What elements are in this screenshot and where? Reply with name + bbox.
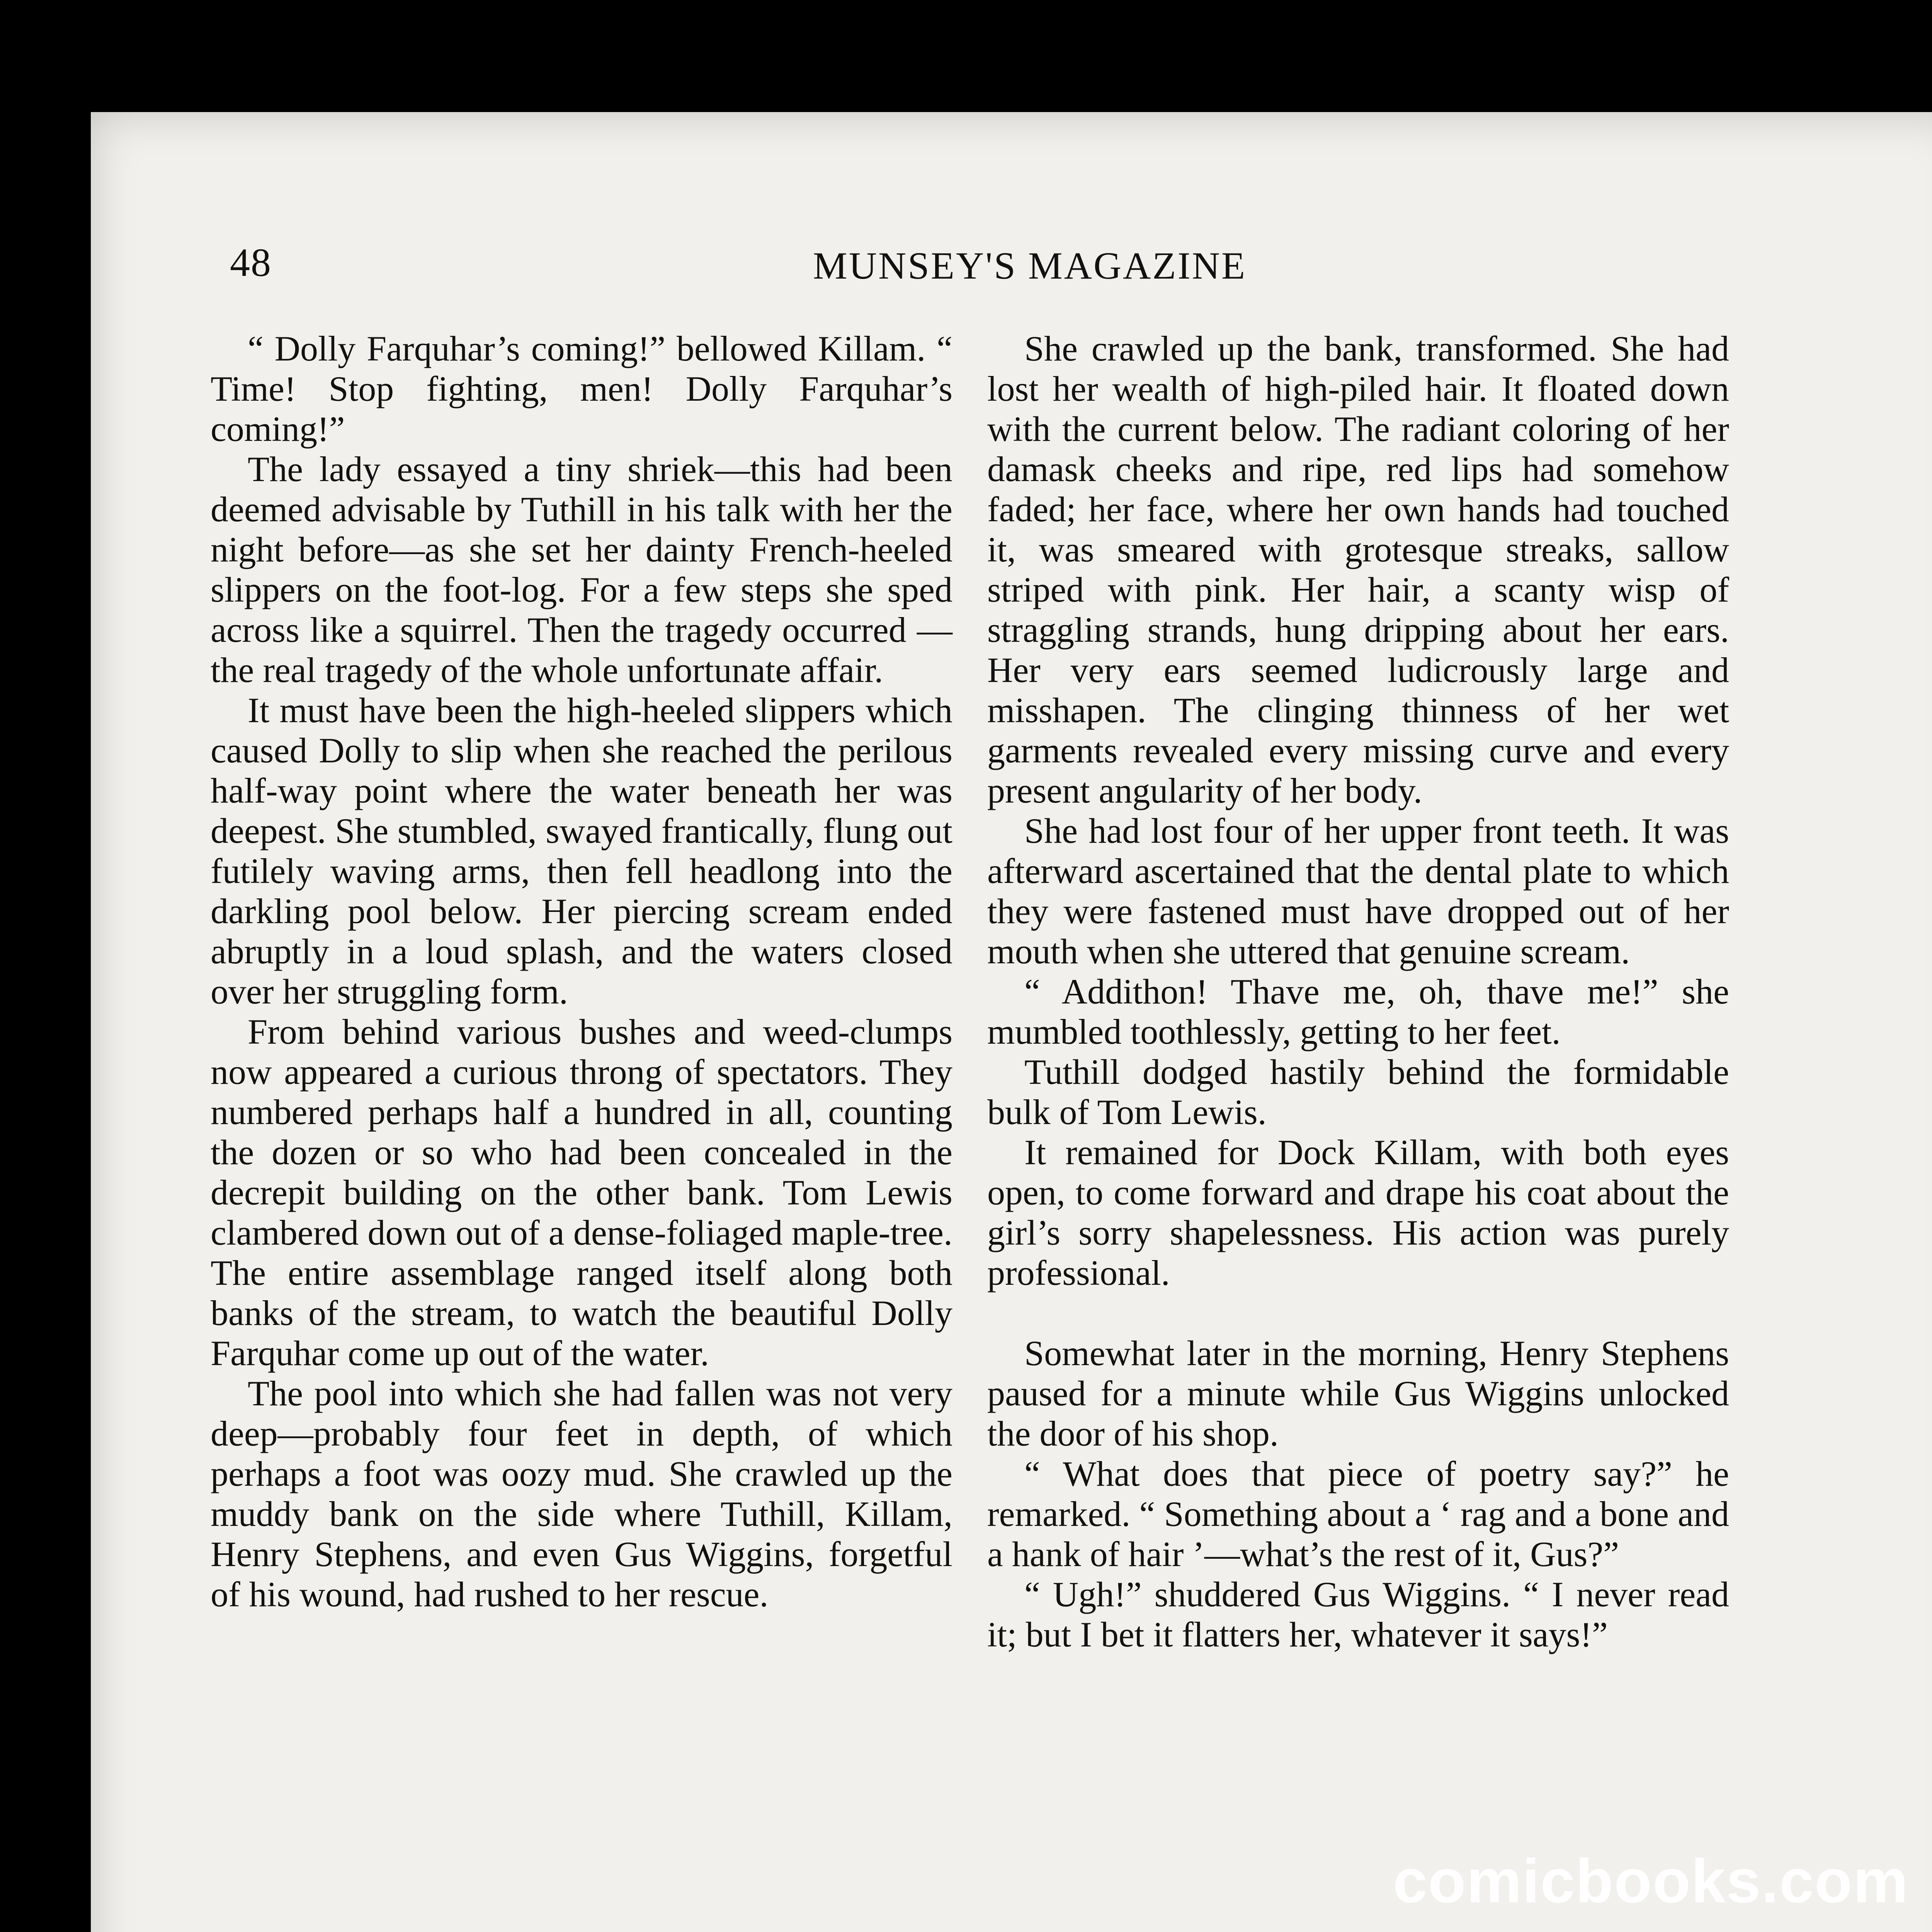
magazine-page [91,112,1932,1932]
paragraph: She had lost four of her upper front teeth. It was afterward ascertained that the dental plate to which they were fastened must have dropped out of her mouth when she uttered that genuine scream. [987,811,1729,971]
left-column [211,328,952,1614]
paragraph: The lady essayed a tiny shriek—this had been deemed advisable by Tuthill in his talk with her the night before—as she set her dainty French-heeled slippers on the foot-log. For a few steps she sped across like a squirrel. Then the tragedy occurred —the real tragedy of the whole unfortunate affair. [211,449,952,690]
right-column [987,328,1729,1655]
paragraph: “ Ugh!” shuddered Gus Wiggins. “ I never read it; but I bet it flatters her, whatever it says!” [987,1575,1729,1654]
paragraph: The pool into which she had fallen was not very deep—probably four feet in depth, of which perhaps a foot was oozy mud. She crawled up the muddy bank on the side where Tuthill, Killam, Henry Stephens, and even Gus Wiggins, forgetful of his wound, had rushed to her rescue. [211,1374,952,1614]
site-watermark: comicbooks.com [1393,1846,1909,1915]
paragraph: Tuthill dodged hastily behind the formidable bulk of Tom Lewis. [987,1052,1729,1132]
running-head: MUNSEY'S MAGAZINE [813,244,1247,287]
paragraph: It remained for Dock Killam, with both eyes open, to come forward and drape his coat about the girl’s sorry shapelessness. His action was purely professional. [987,1133,1729,1293]
paragraph: From behind various bushes and weed-clumps now appeared a curious throng of spectators. They numbered perhaps half a hundred in all, counting the dozen or so who had been concealed in the decrepit building on the other bank. Tom Lewis clambered down out of a dense-foliaged maple-tree. The entire assemblage ranged itself along both banks of the stream, to watch the beautiful Dolly Farquhar come up out of the water. [211,1012,952,1373]
paragraph: She crawled up the bank, transformed. She had lost her wealth of high-piled hair. It floated down with the current below. The radiant coloring of her damask cheeks and ripe, red lips had somehow faded; her face, where her own hands had touched it, was smeared with grotesque streaks, sallow striped with pink. Her hair, a scanty wisp of straggling strands, hung dripping about her ears. Her very ears seemed ludicrously large and misshapen. The clinging thinness of her wet garments revealed every missing curve and every present angularity of her body. [987,329,1729,810]
paragraph: It must have been the high-heeled slippers which caused Dolly to slip when she reached the perilous half-way point where the water beneath her was deepest. She stumbled, swayed frantically, flung out futilely waving arms, then fell headlong into the darkling pool below. Her piercing scream ended abruptly in a loud splash, and the waters closed over her struggling form. [211,690,952,1011]
page-number: 48 [230,240,272,285]
paragraph: “ Addithon! Thave me, oh, thave me!” she mumbled toothlessly, getting to her feet. [987,972,1729,1051]
paragraph: Somewhat later in the morning, Henry Stephens paused for a minute while Gus Wiggins unlocked the door of his shop. [987,1333,1729,1453]
paragraph: “ What does that piece of poetry say?” he remarked. “ Something about a ‘ rag and a bone and a hank of hair ’—what’s the rest of it, Gus?” [987,1454,1729,1574]
paragraph: “ Dolly Farquhar’s coming!” bellowed Killam. “ Time! Stop fighting, men! Dolly Farquhar’s coming!” [211,329,952,449]
